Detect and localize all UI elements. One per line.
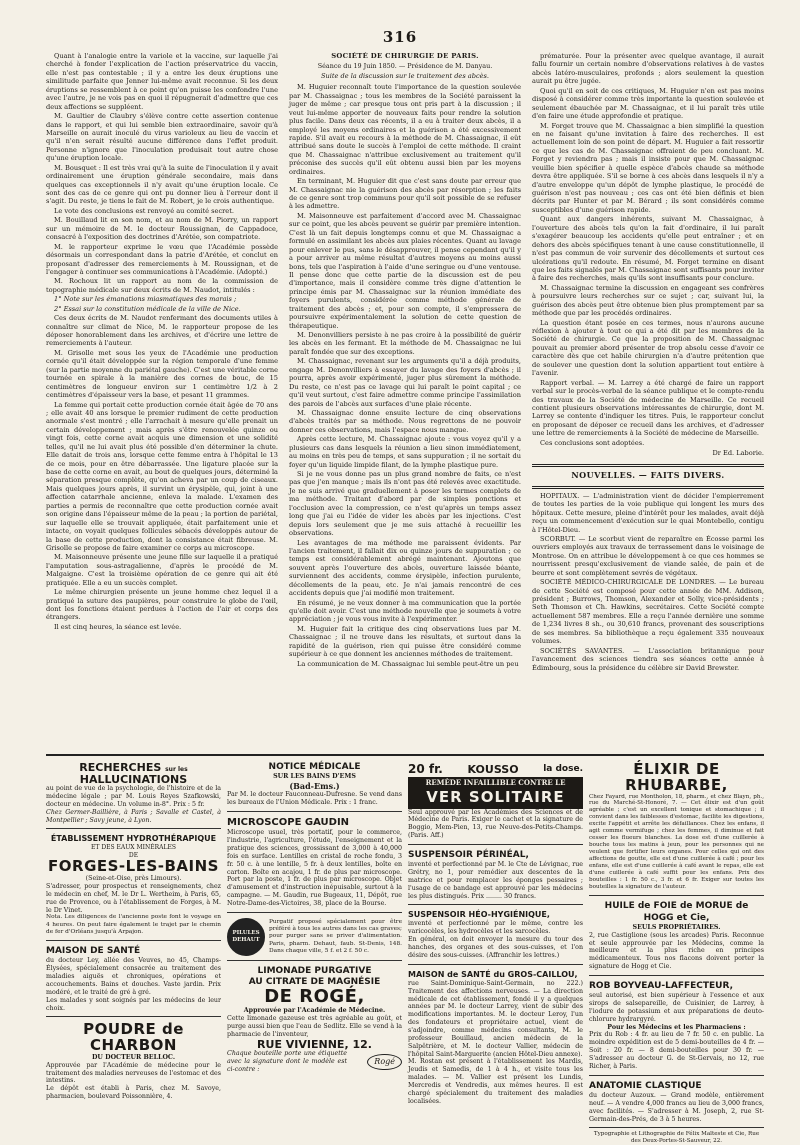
ad-heading: ET DES EAUX MINÉRALES bbox=[91, 844, 176, 852]
paragraph: Le même chirurgien présente un jeune homme chez lequel il a pratiqué la suture des paupières, pour construire le globe de l'œil, dont les fonctions étaient perdues à l'action de l'air et corps des étrangers. bbox=[46, 588, 278, 622]
ad-title: NOTICE MÉDICALE bbox=[268, 762, 361, 772]
ad-title: ÉLIXIR DE RHUBARBE, bbox=[625, 760, 728, 794]
ad-pricing-title: Pour les Médecins et les Pharmaciens : bbox=[607, 1023, 746, 1031]
ad-body: Seul approuvé par les Académies des Sciences et de Médecine de Paris. Exiger le cachet et la signature de Boggio, Mem-Pien, 13, rue Neuve-des-Petits-Champs. (Paris. Aff.) bbox=[408, 808, 583, 840]
paragraph: Après cette lecture, M. Chassaignac ajoute : vous voyez qu'il y a plusieurs cas dans lesquels la réunion a lieu sinon immédiatement, au moins en très peu de temps, et sans suppuration ; il ne sortait du foyer qu'un liquide limpide filant, de la lymphe plastique pure. bbox=[289, 435, 521, 469]
ad-banner bbox=[408, 777, 583, 809]
paragraph: M. le rapporteur exprime le vœu que l'Académie possède désormais un correspondant dans la patrie d'Arétée, et conclut en proposant d'adresser des remerciements à M. Roussignan, et de l'engager à continuer ses communications à l'Académie. (Adopté.) bbox=[46, 242, 278, 276]
paragraph: M. Gaultier de Claubry s'élève contre cette assertion contenue dans le rapport, et qui lui semble bien extraordinaire, savoir qu'à Marseille on aurait inoculé du virus varioleux au lieu de vaccin et qu'il n'en serait résulté aucune différence dans l'effet produit. Personne n'ignore que l'inoculation produisait tout autre chose qu'une éruption locale. bbox=[46, 112, 278, 163]
advertisement-separator bbox=[46, 754, 764, 756]
ad-body: Cette limonade gazeuse est très agréable au goût, et purge aussi bien que l'eau de Sedlitz. Elle se vend à la pharmacie de l'inventeur, bbox=[227, 1015, 402, 1038]
news-header: NOUVELLES. — FAITS DIVERS. bbox=[571, 469, 725, 480]
ad-body: S'adresser, pour prospectus et renseignements, chez le médecin en chef, M. le Dr L. Wertheim, à Paris, 65, rue de Provence, ou à l'établissement de Forges, à M. le Dr Vinet. bbox=[46, 883, 221, 914]
paragraph: Quant aux dangers inhérents, suivant M. Chassaignac, à l'ouverture des abcès tels qu'on la fait d'ordinaire, il lui paraît s'exagérer beaucoup les accidents qu'elle peut entraîner ; et en dehors des abcès spécifiques tenant à une cause constitutionnelle, il n'est pas commun de voir survenir des décollements et surtout ces ulcérations qu'il redoute. En résumé, M. Forget termine en disant que les faits signalés par M. Chassaignac sont suffisants pour inviter à faire des recherches, mais qu'ils sont insuffisants pour conclure. bbox=[532, 215, 764, 283]
ad-title: SUSPENSOIR HÉO-HYGIÉNIQUE, bbox=[408, 910, 550, 920]
ad-body: inventé et perfectionné par le même, contre les varicocèles, les hydrocèles et les sarcocèles. bbox=[408, 920, 583, 936]
ad-banner-line: VER SOLITAIRE bbox=[426, 787, 565, 806]
paragraph: M. Chassaignac, revenant sur les arguments qu'il a déjà produits, engage M. Denonvilliers à essayer du lavage des foyers d'abcès ; il pourra, après avoir expérimenté, juger plus sûrement la méthode. Du reste, ce n'est pas ce lavage qui lui paraît le point capital ; ce qu'il veut surtout, c'est faire admettre comme principe l'assimilation des parois de l'abcès aux surfaces d'une plaie récente. bbox=[289, 357, 521, 408]
ad-body: Approuvée par l'Académie de médecine pour le traitement des maladies nerveuses de l'estomac et des intestins. bbox=[46, 1061, 221, 1085]
ad-place: (Bad-Ems.) bbox=[289, 781, 340, 792]
paragraph: M. Chassaignac donne ensuite lecture de cinq observations d'abcès traités par sa méthode. Nous regrettons de ne pouvoir donner ces observations, mais l'espace nous manque. bbox=[289, 408, 521, 434]
ad-title: ROB BOYVEAU-LAFFECTEUR, bbox=[589, 980, 733, 991]
ad-title: MICROSCOPE GAUDIN bbox=[227, 816, 350, 828]
section-title: SOCIÉTÉ DE CHIRURGIE DE PARIS. bbox=[331, 52, 479, 60]
ad-body: rue Saint-Dominique-Saint-Germain, no 222.) Traitement des affections nerveuses. — La direction médicale de cet établissement, fondé il y a quelques années par M. le docteur Larrey, vient de subir des modifications importantes. M. le docteur Leroy, l'un des fondateurs et propriétaire actuel, vient de s'adjoindre, comme médecins consultants, M. le professeur Bouillaud, ancien médecin de la Salpêtrière, et M. le docteur Vallier, médecin de l'hôpital Saint-Marguerite (ancien Hôtel-Dieu annexe). bbox=[408, 979, 583, 1058]
paragraph: M. Maisonneuve est parfaitement d'accord avec M. Chassaignac sur ce point, que les abcès peuvent se guérir par première intention. C'est là un fait depuis longtemps connu et que M. Chassaignac a formulé en assimilant les abcès aux plaies récentes. Quant au lavage pour enlever le pus, sans le désapprouver, il pense cependant qu'il y a pour arriver au même résultat d'autres moyens au moins aussi bons, tels que l'aspiration à l'aide d'une seringue ou d'une ventouse. Il pense donc que cette partie de la discussion est de peu d'importance, mais il considère comme très digne d'attention le principe émis par M. Chassaignac sur la réunion immédiate des foyers purulents, considérée comme méthode générale de traitement des abcès ; et, pour son compte, il s'empressera de poursuivre expérimentalement la solution de cette question de thérapeutique. bbox=[289, 211, 521, 330]
ad-body: du docteur Auzoux. — Grand modèle, entièrement neuf. — A vendre 4,000 francs au lieu de 3,000 francs, avec facilités. — S'adresser à M. Joseph, 2, rue St-Germain-des-Prés, de 3 à 5 heures. bbox=[589, 1092, 764, 1123]
ad-depot: Le dépôt est établi à Paris, chez M. Savoye, pharmacien, boulevard Poissonnière, 4. bbox=[46, 1085, 221, 1101]
ad-body: Par M. le docteur Fauconneau-Dufresne. Se vend dans les bureaux de l'Union Médicale. Prix : 1 franc. bbox=[227, 791, 402, 806]
news-item: SCORBUT. — Le scorbut vient de reparaître en Écosse parmi les ouvriers employés aux travaux de terrassement dans le voisinage de Montrose. On en attribue le développement à ce que ces hommes se nourrissent presqu'exclusivement de viande salée, de pain et de beurre et sont complètement sevrés de végétaux. bbox=[532, 534, 764, 577]
divider bbox=[532, 464, 764, 467]
paragraph: Rapport verbal. — M. Larrey a été chargé de faire un rapport verbal sur le procès-verbal de la séance publique et le compte-rendu des travaux de la Société de médecine de Marseille. Ce recueil contient plusieurs observations intéressantes de chirurgie, dont M. Larrey se contente d'indiquer les titres. Puis, le rapporteur conclut en proposant de déposer ce recueil dans les archives, et d'adresser une lettre de remerciements à la Société de médecine de Marseille. bbox=[532, 378, 764, 438]
ad-price: 20 fr. bbox=[408, 762, 443, 776]
ad-anatomie-clastique bbox=[589, 1079, 764, 1129]
paragraph: M. Bouillaud lit en son nom, et au nom de M. Piorry, un rapport sur un mémoire de M. le docteur Roussignan, de Cappadoce, consacré à l'exposition des doctrines d'Arétée, son compatriote. bbox=[46, 216, 278, 242]
ad-title: HUILE de FOIE de MORUE de HOGG et Cie, bbox=[604, 901, 749, 923]
ad-heading: ÉTABLISSEMENT HYDROTHÉRAPIQUE bbox=[50, 834, 217, 844]
divider bbox=[532, 486, 764, 489]
ad-title: FORGES-LES-BAINS bbox=[48, 857, 219, 876]
paragraph: Ces deux écrits de M. Naudot renfermant des documents utiles à connaître sur climat de Nice, M. le rapporteur propose de les déposer honorablement dans les archives, et d'écrire une lettre de remerciements à l'auteur. bbox=[46, 314, 278, 348]
ad-address: RUE VIVIENNE, 12. bbox=[257, 1037, 372, 1051]
ad-note: Nota. Les diligences de l'ancienne poste font le voyage en 4 heures. On peut faire également le trajet par le chemin de fer d'Orléans jusqu'à Arpajon. bbox=[46, 914, 221, 935]
paragraph: 1° Note sur les émanations miasmatiques des marais ; bbox=[54, 295, 237, 304]
ad-heading: AU CITRATE DE MAGNÉSIE bbox=[248, 977, 381, 988]
ad-rob-boyveau bbox=[589, 979, 764, 1076]
ad-approval: Approuvée par l'Académie de Médecine. bbox=[243, 1007, 386, 1015]
ad-pricing: Prix du Rob : 4 fr. au lieu de 7 fr. 50 c. en public. La moindre expédition est de 5 demi-bouteilles de 4 fr. — Soit : 20 fr. — 8 demi-bouteilles pour 30 fr. — S'adresser au docteur G. de St-Gervais, no 12, rue Richer, à Paris. bbox=[589, 1031, 764, 1070]
ad-heading: DE bbox=[128, 851, 139, 859]
paragraph: M. Denonvilliers persiste à ne pas croire à la possibilité de guérir les abcès en les fermant. Et la méthode de M. Chassaignac ne lui paraît fondée que sur des exceptions. bbox=[289, 331, 521, 356]
paragraph: M. Huguier reconnaît toute l'importance de la question soulevée par M. Chassaignac ; tous les membres de la Société paraissent la juger de même ; car presque tous ont pris part à la discussion ; il veut lui-même apporter de nouveaux faits pour rendre la solution plus facile. Dans deux cas récents, il a eu à traiter deux abcès, il a employé les moyens ordinaires et la guérison a été excessivement rapide. S'il avait eu recours à la méthode de M. Chassaignac, il eût attribué sans doute le succès à l'emploi de cette méthode. Il craint que M. Chassaignac n'attribue exclusivement au traitement qu'il préconise des succès qu'il eût obtenu aussi bien par les moyens ordinaires. bbox=[289, 83, 521, 176]
paragraph: Quant à l'analogie entre la variole et la vaccine, sur laquelle j'ai cherché à fonder l'explication de l'action préservatrice du vaccin, elle n'est pas contestable ; il y a entre les deux éruptions une similitude parfaite que Jenner lui-même avait reconnue. Si les deux éruptions se ressemblent à ce point qu'on puisse les confondre l'une avec l'autre, je ne vois pas en quoi il répugnerait d'admettre que ces deux affections se suppléent. bbox=[46, 52, 278, 111]
ad-column-4 bbox=[589, 760, 764, 1145]
ad-poudre-charbon bbox=[46, 1020, 221, 1105]
ad-footer: Les malades y sont soignés par les médecins de leur choix. bbox=[46, 996, 221, 1012]
ad-vendor: Chez Germer-Baillière, à Paris ; Savalle et Castel, à Montpellier ; Savy jeune, à Lyon. bbox=[46, 808, 221, 824]
ad-column-2 bbox=[227, 760, 402, 1105]
paragraph: Quoi qu'il en soit de ces critiques, M. Huguier n'en est pas moins disposé à considérer comme très importante la question soulevée et seulement ébauchée par M. Chassaignac, et il lui paraît très utile d'en faire une étude approfondie et pratique. bbox=[532, 86, 764, 121]
paragraph: La question étant posée en ces termes, nous n'aurons aucune réflexion à ajouter à tout ce qui a été dit par les membres de la Société de chirurgie. Ce que la proposition de M. Chassaignac pouvait au premier abord présenter de trop absolu cesse d'avoir ce caractère dès que cet habile chirurgien n'a d'autre prétention que de soulever une question dont la solution appartient tout entière à l'avenir. bbox=[532, 318, 764, 378]
paragraph: M. Rochoux lit un rapport au nom de la commission de topographie médicale sur deux écrits de M. Naudot, intitulés : bbox=[46, 277, 278, 294]
text-column-3 bbox=[532, 52, 764, 742]
ad-body: seul autorisé, est bien supérieur à l'essence et aux sirops de salsepareille, de Cuisinier, de Larrey, à l'iodure de potassium et aux préparations de deuto-chlorure hydrargyré. bbox=[589, 992, 764, 1023]
ad-title: ANATOMIE CLASTIQUE bbox=[589, 1080, 702, 1091]
news-item: SOCIÉTÉ MÉDICO-CHIRURGICALE DE LONDRES. — Le bureau de cette Société est composé pour cette année de MM. Addison, président ; Burrows, Thomson, Alexander et Solly, vice-présidents ; Seth Thomson et Ch. Hawkins, secrétaires. Cette Société compte actuellement 587 membres. Elle a reçu l'année dernière une somme de 1,234 livres 8 sh., ou 30,610 francs, provenant des souscriptions de ses membres. Sa bibliothèque a reçu également 335 nouveaux volumes. bbox=[532, 578, 764, 646]
paragraph: prématurée. Pour la présenter avec quelque avantage, il aurait fallu fournir un certain nombre d'observations relatives à de vastes abcès latéro-musculaires, profonds ; alors seulement la question aurait pu être jugée. bbox=[532, 52, 764, 86]
news-item: HOPITAUX. — L'administration vient de décider l'empierrement de toutes les parties de la voie publique qui longent les murs des hôpitaux. Cette mesure, pleine d'intérêt pour les malades, avait déjà reçu un commencement d'exécution sur le quai Montebello, contigu à l'Hôtel-Dieu. bbox=[532, 491, 764, 534]
section-topic: Suite de la discussion sur le traitement des abcès. bbox=[320, 71, 490, 80]
ad-body: 2, rue Castiglione (sous les arcades) Paris. Reconnue et seule approuvée par les Médecins, comme la meilleure et la plus riche en principes médicamenteux. Tous nos flacons doivent porter la signature de Hogg et Cie. bbox=[589, 931, 764, 971]
paragraph: M. Bousquet : Il est très vrai qu'à la suite de l'inoculation il y avait ordinairement une éruption générale secondaire, mais dans quelques cas exceptionnels il n'y avait qu'une éruption locale. Ce sont des cas de ce genre qui ont pu donner lieu à l'erreur dont il s'agit. Du reste, je tiens le fait de M. Robert, je le crois authentique. bbox=[46, 163, 278, 206]
paragraph: Le vote des conclusions est renvoyé au comité secret. bbox=[54, 206, 234, 215]
paragraph: En terminant, M. Huguier dit que c'est sans doute par erreur que M. Chassaignac nie la guérison des abcès par résorption ; les faits de ce genre sont trop communs pour qu'il soit possible de se refuser à les admettre. bbox=[289, 177, 521, 211]
ad-limonade-roge bbox=[227, 964, 402, 1078]
ad-title: POUDRE de CHARBON bbox=[83, 1020, 184, 1055]
ad-title: SUSPENSOIR PÉRINÉAL, bbox=[408, 849, 529, 860]
ad-title: HALLUCINATIONS bbox=[79, 772, 188, 786]
ad-subtitle: SUR LES BAINS D'EMS bbox=[273, 773, 356, 781]
ad-suspensoir-hygienique bbox=[408, 908, 583, 964]
paragraph: Les avantages de ma méthode me paraissent évidents. Par l'ancien traitement, il fallait dix ou quinze jours de suppuration ; ce temps est considérablement abrégé maintenant. Ajoutons que souvent après l'ouverture des abcès, ouverture laissée béante, surviennent des accidents, comme érysipèle, infection purulente, décollements de la peau, etc. Je n'ai jamais rencontré de ces accidents depuis que j'ai modifié mon traitement. bbox=[289, 538, 521, 598]
paragraph: M. Grisolle met sous les yeux de l'Académie une production cornée qu'il était développée sur la région temporale d'une femme (sur la partie moyenne du pariétal gauche). C'est une véritable corne tournée en spirale à la manière des cornes de bouc, de 15 centimètres de longueur environ sur 1 centimètre 1/2 à 2 centimètres d'épaisseur vers la base, et pesant 11 grammes. bbox=[46, 348, 278, 400]
page-number: 316 bbox=[382, 28, 418, 46]
paragraph: M. Chassaignac termine la discussion en engageant ses confrères à poursuivre leurs recherches sur ce sujet ; car, suivant lui, la guérison des abcès peut être obtenue bien plus promptement par sa méthode que par les procédés ordinaires. bbox=[532, 283, 764, 318]
paragraph: Ces conclusions sont adoptées. bbox=[540, 438, 645, 447]
ad-body: Chez Fayard, rue Montholon, 18, pharm., et chez Blayn, ph., rue du Marché-St-Honoré, 7. — Cet élixir est d'un goût agréable ; c'est un excellent tonique et stomachique ; il convient dans les faiblesses d'estomac, facilite les digestions, excite l'appétit et arrête les défaillances. Chez les enfans, il agit comme vermifuge ; chez les femmes, il diminue et fait cesser les flueurs blanches. La dose est d'une cuillerée à bouche tous les matins à jeun, pour les personnes qui ne veulent que fortifier leurs organes. Pour celles qui ont des affections de goutte, elle est d'une cuillerée à café ; pour les enfans, elle est d'une cuillerée à café avant le repas, elle est d'une cuillerée à café suffit pour les enfans. Prix des bouteilles : 1 fr. 50 c., 3 fr. et 6 fr. Exiger sur toutes les bouteilles la signature de l'auteur. bbox=[589, 793, 764, 891]
section-subtitle: Séance du 19 Juin 1850. — Présidence de M. Danyau. bbox=[317, 61, 493, 70]
paragraph: En résumé, je ne veux donner à ma communication que la portée qu'elle doit avoir. C'est une méthode nouvelle que je soumets à votre appréciation ; je vous vous invite à l'expérimenter. bbox=[289, 598, 521, 624]
ad-subtitle: DU DOCTEUR BELLOC. bbox=[91, 1053, 176, 1061]
author-signature: Dr Ed. Laborie. bbox=[712, 449, 764, 458]
ad-note: En général, on doit envoyer la mesure du tour des hanches, des organes et des sous-cuisses, et l'on désire des sous-cuisses. (Affranchir les lettres.) bbox=[408, 936, 583, 959]
ad-title: MAISON de SANTÉ du GROS-CAILLOU, bbox=[408, 969, 578, 979]
ad-place: (Seine-et-Oise, près Limours). bbox=[85, 875, 182, 883]
ad-microscope-gaudin bbox=[227, 815, 402, 913]
paragraph: La femme qui portait cette production cornée était âgée de 70 ans ; elle avait 40 ans lorsque le premier rudiment de cette production anormale s'est montré ; elle l'arrachait à mesure qu'elle prenait un certain développement ; mais après s'être renouvelée quinze ou vingt fois, cette corne avait acquis une dimension et une solidité telles, qu'il ne lui avait plus été possible d'en déterminer la chute. Elle datait de trois ans, lorsque cette femme entra à l'hôpital le 13 de ce mois, pour en être débarrassée. Une ligature placée sur la base de cette corne en avait, au bout de quelques jours, déterminé la séparation presque complète, qu'on acheva par un coup de ciseaux. Mais quelques jours après, il survint un érysipèle, qui, joint à une affection catarrhale ancienne, enleva la malade. L'examen des parties a permis de reconnaître que cette production cornée avait son origine dans l'épaisseur même de la peau ; la portion de pariétal, sur laquelle elle se trouvait appliquée, était parfaitement unie et intacte, on voyait quelques follicules sébacés développés autour de la base de cette production, dont la consistance était fibreuse. M. Grisolle se propose de faire examiner ce corps au microscope. bbox=[46, 400, 278, 552]
ad-ems bbox=[227, 760, 402, 812]
ad-subtitle: SEULS PROPRIÉTAIRES. bbox=[632, 923, 721, 931]
paragraph: M. Huguier fait la critique des cinq observations lues par M. Chassaignac ; il ne trouve dans les résultats, et surtout dans la rapidité de la guérison, rien qui puisse être considéré comme supérieur à ce que donnent les anciennes méthodes de traitement. bbox=[289, 624, 521, 659]
paragraph: M. Forget trouve que M. Chassaignac a bien simplifié la question en ne faisant qu'une invitation à faire des recherches. Il est actuellement loin de son point de départ. M. Huguier a fait ressortir ce que les cas de M. Chassaignac offraient de peu concluant. M. Forget y reviendra pas ; mais il insiste pour que M. Chassaignac veuille bien spécifier à quelle espèce d'abcès chaude sa méthode devra être appliquée. S'il se borne à ces abcès dans lesquels il n'y a d'autre enveloppe qu'un dépôt de lymphe plastique, le procédé de guérison n'est pas nouveau ; ces cas ont été bien définis et bien décrits par Hunter et par M. Bérard ; ils sont considérés comme susceptibles d'une guérison rapide. bbox=[532, 121, 764, 214]
ad-kousso bbox=[408, 760, 583, 845]
ad-dose: la dose. bbox=[543, 763, 583, 774]
ad-body: au point de vue de la psychologie, de l'histoire et de la médecine légale ; par M. Louis Reyes Szafkowski, docteur en médecine. Un volume in-8°. Prix : 5 fr. bbox=[46, 785, 221, 808]
signature-stamp: Rogé bbox=[367, 1054, 402, 1070]
ad-forges-les-bains bbox=[46, 832, 221, 941]
printer-imprint: Typographie et Lithographie de Félix Malteste et Cie, Rue des Deux-Portes-St-Sauveur, 22. bbox=[593, 1131, 760, 1145]
ad-maison-sante-ley bbox=[46, 944, 221, 1017]
paragraph: M. Maisonneuve présente une jeune fille sur laquelle il a pratiqué l'amputation sous-astragalienne, d'après le procédé de M. Malgaigne. C'est la troisième opération de ce genre qui ait été pratiquée. Elle a eu un succès complet. bbox=[46, 553, 278, 587]
text-column-1 bbox=[46, 52, 278, 742]
paragraph: La communication de M. Chassaignac lui semble peut-être un peu bbox=[297, 659, 519, 668]
ad-title: MAISON DE SANTÉ bbox=[46, 946, 141, 957]
news-item: SOCIÉTÉS SAVANTES. — L'association britannique pour l'avancement des sciences tiendra ses séances cette année à Édimbourg, sous la présidence du célèbre sir David Brewster. bbox=[532, 646, 764, 672]
pill-logo-icon: PILULES DEHAUT bbox=[227, 918, 265, 956]
ad-title: KOUSSO bbox=[467, 762, 519, 776]
ad-banner-line: REMÈDE INFAILLIBLE CONTRE LE bbox=[425, 778, 566, 787]
ad-body: inventé et perfectionné par M. le Cte de Lévignac, rue Grétry, no 1, pour remédier aux descentes de la matrice et pour remplacer les éponges pessaires ; l'usage de ce bandage est approuvé par les médecins les plus distingués. Prix ........ 30 francs. bbox=[408, 861, 583, 900]
ad-body: Microscope usuel, très portatif, pour le commerce, l'industrie, l'agriculture, l'étude, l'enseignement et la pratique des sciences, grossissant de 3,000 à 40,000 fois en surface. Lentilles en cristal de roche fondu, 3 fr. 50 c. à une lentille, 5 fr. à deux lentilles, boîte en carton. Boîte en acajou, 1 fr. de plus par microscope. Port par la poste, 1 fr. de plus par microscope. Objet d'amusement et d'instruction inépuisable, surtout à la campagne. — M. Gaudin, rue Bugeaux, 11, Dépôt, rue Notre-Dame-des-Victoires, 38, place de la Bourse. bbox=[227, 829, 402, 908]
ad-column-1 bbox=[46, 760, 221, 1105]
ad-suspensoir-perineal bbox=[408, 848, 583, 906]
ad-footer: Chaque bouteille porte une étiquette avec la signature dont le modèle est ci-contre : bbox=[227, 1050, 347, 1074]
ad-footer: M. Rostan est présent à l'établissement les Mardis, Jeudis et Samedis, de 1 à 4 h., et visite tous les malades. — M. Vallier est présent les Lundis, Mercredis et Vendredis, aux mêmes heures. Il est chargé spécialement du traitement des maladies localisées. bbox=[408, 1058, 583, 1105]
ad-body: Purgatif proposé spécialement pour être préféré à tous les autres dans les cas graves; pour purger sans se priver d'alimentation. Paris, pharm. Dehaut, faub. St-Denis, 148. Dans chaque ville, 5 f. et 2 f. 50 c. bbox=[269, 918, 402, 954]
paragraph: Si je ne vous donne pas un plus grand nombre de faits, ce n'est pas que j'en manque ; mais ils n'ont pas été relevés avec exactitude. Je ne suis arrivé que graduellement à poser les termes complets de ma méthode. Traitant d'abord par de simples ponctions et l'occlusion avec la compression, ce n'est qu'après un temps assez long que j'ai eu l'idée de vider les abcès par les injections. C'est depuis lors seulement que je me suis attaché à recueillir les observations. bbox=[289, 470, 521, 538]
paragraph: 2° Essai sur la constitution médicale de la ville de Nice. bbox=[54, 304, 241, 313]
ad-heading: LIMONADE PURGATIVE bbox=[257, 965, 372, 976]
ad-title: RECHERCHES bbox=[79, 761, 162, 774]
paragraph: Il est cinq heures, la séance est levée. bbox=[54, 622, 182, 631]
ad-hallucinations bbox=[46, 760, 221, 829]
ad-title-connector: sur les bbox=[165, 766, 188, 773]
ad-gros-caillou bbox=[408, 968, 583, 1110]
ad-column-3 bbox=[408, 760, 583, 1105]
ad-title: DE ROGÉ, bbox=[264, 986, 365, 1008]
ad-pilules-dehaut bbox=[227, 916, 402, 961]
ad-body: du docteur Ley, allée des Veuves, no 45, Champs-Élysées, spécialement consacrée au traitement des maladies aiguës et chroniques, opérations et accouchements. Bains et douches. Vaste jardin. Prix modéré, et le traité de gré à gré. bbox=[46, 957, 221, 996]
ad-elixir-rhubarbe bbox=[589, 760, 764, 896]
text-column-2 bbox=[289, 52, 521, 742]
ad-huile-hogg bbox=[589, 899, 764, 976]
